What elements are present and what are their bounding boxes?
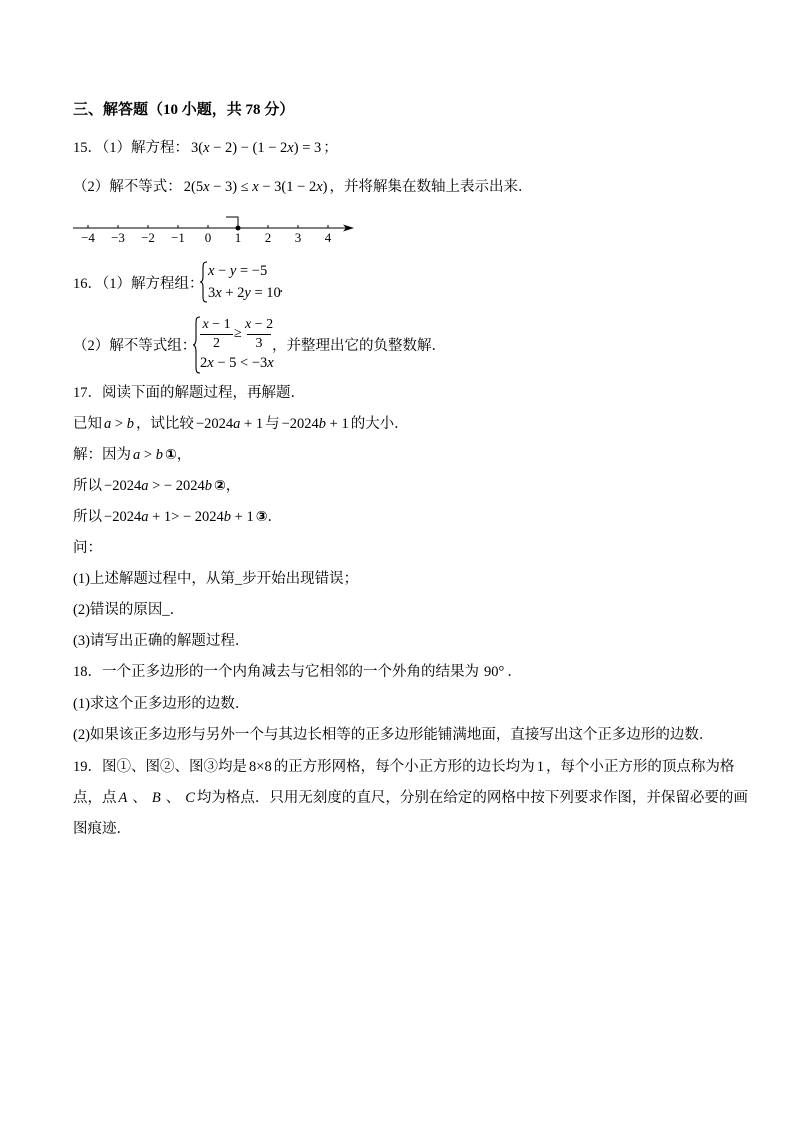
fraction-1 [200,317,233,352]
q19-line-2 [73,788,748,808]
q17-step-3 [73,507,282,527]
q18-intro-end: ． [507,664,522,680]
number-line-label: 1 [234,230,242,245]
q19-point-c: C [185,790,195,806]
q19-line1-b: 的正方形网格，每个小正方形的边长均为 [273,759,535,775]
q18-angle: 90° [484,664,505,680]
q16-part1-end: ． [279,280,294,296]
q19-line2-a: 点，点 [73,790,117,806]
q19-line-1 [73,757,734,777]
step-marker-2: ② [213,478,226,494]
number-line-label: 4 [324,230,332,245]
number-line-label: −3 [111,230,125,245]
q17-subquestion-3: (3)请写出正确的解题过程． [73,633,250,649]
q17-intro: 17．阅读下面的解题过程，再解题． [73,385,305,401]
q19-point-b: B [151,790,161,806]
step-marker-1: ① [164,447,177,463]
q17-given-conjunction: 与 [265,416,280,432]
q17-step3-math: −2024a + 1> − 2024b + 1 [104,509,254,525]
q17-expression-1: −2024a + 1 [195,416,264,432]
q15-part2-end: ，并将解集在数轴上表示出来． [329,179,533,195]
q15-part1-label: 15．（1）解方程： [73,140,189,156]
q18-intro [73,662,522,682]
fraction-1-bar [200,334,233,335]
q19-line1-a: 19．图①、图②、图③均是 [73,759,247,775]
q19-separator: 、 [132,790,147,806]
q17-step3-end: ． [267,509,283,525]
q19-grid-size: 8×8 [249,759,272,775]
q17-step1-prefix: 解：因为 [73,447,131,463]
q17-expression-2: −2024b + 1 [281,416,349,432]
q19-line1-c: ，每个小正方形的顶点称为格 [545,759,735,775]
q17-given [73,414,409,434]
number-line [60,208,360,248]
fraction-1-numerator: x − 1 [202,317,231,332]
q16-part2-label: （2）解不等式组： [73,338,197,354]
q15-part1 [73,138,338,158]
q16-part2-inequality-2 [200,353,274,373]
q16-eq2: 3x + 2y = 10 [208,285,281,301]
q16-part1-label: 16．（1）解方程组： [73,276,204,292]
step-marker-3: ③ [255,509,268,525]
q16-eq1: x − y = −5 [208,263,268,279]
q17-step1-math: a > b [133,447,163,463]
inequality-relation: ≥ [234,326,242,341]
fraction-1-denominator: 2 [213,336,220,351]
q16-part1-equation-1 [208,261,267,281]
q17-given-mid: ，试比较 [135,416,194,432]
number-line-label: −2 [141,230,155,245]
q17-given-condition: a > b [104,416,134,432]
number-line-label: 2 [264,230,272,245]
section-title: 三、解答题（10 小题，共 78 分） [73,102,295,118]
solution-endpoint-dot [236,226,241,231]
q17-subquestion-2: (2)错误的原因_． [73,602,185,618]
q17-step2-math: −2024a > − 2024b [104,478,212,494]
fraction-2 [244,317,274,352]
fraction-2-numerator: x − 2 [244,317,274,332]
number-line-label: −4 [81,230,95,245]
q15-part2 [73,177,532,197]
q17-given-prefix: 已知 [73,416,102,432]
fraction-2-denominator: 3 [255,336,263,351]
q15-part1-end: ； [323,140,338,156]
q18-subquestion-1: (1)求这个正多边形的边数． [73,696,250,712]
q16-part1-equation-2 [208,283,281,303]
q17-step3-prefix: 所以 [73,509,102,525]
system-left-brace [199,261,208,303]
q19-side-length: 1 [536,759,544,775]
q17-step-2 [73,476,240,496]
q17-step-1 [73,445,191,465]
q17-subquestion-1: (1)上述解题过程中，从第_步开始出现错误； [73,571,359,587]
q17-step1-end: ， [176,447,192,463]
q19-line2-b: 均为格点．只用无刻度的直尺，分别在给定的网格中按下列要求作图，并保留必要的画 [196,790,748,806]
q15-part2-label: （2）解不等式： [73,179,182,195]
q19-separator: 、 [165,790,181,806]
q15-part1-equation: 3(x − 2) − (1 − 2x) = 3 [191,140,322,156]
q16-part2-end: ，并整理出它的负整数解． [272,338,446,354]
number-line-label: 3 [294,230,302,245]
q19-line-3: 图痕迹． [73,821,131,837]
q17-given-end: 的大小． [350,416,409,432]
q17-step2-end: ， [225,478,241,494]
q17-ask: 问： [73,540,102,556]
q16-ineq2: 2x − 5 < −3x [200,355,274,371]
number-line-label: 0 [204,230,212,245]
q15-part2-inequality: 2(5x − 3) ≤ x − 3(1 − 2x) [183,179,328,195]
q18-intro-text: 18．一个正多边形的一个内角减去与它相邻的一个外角的结果为 [73,664,479,680]
q17-step2-prefix: 所以 [73,478,102,494]
q18-subquestion-2: (2)如果该正多边形与另外一个与其边长相等的正多边形能铺满地面，直接写出这个正多边形的边数． [73,727,714,743]
fraction-2-bar [247,334,271,335]
number-line-label: −1 [171,230,185,245]
q19-point-a: A [118,790,128,806]
